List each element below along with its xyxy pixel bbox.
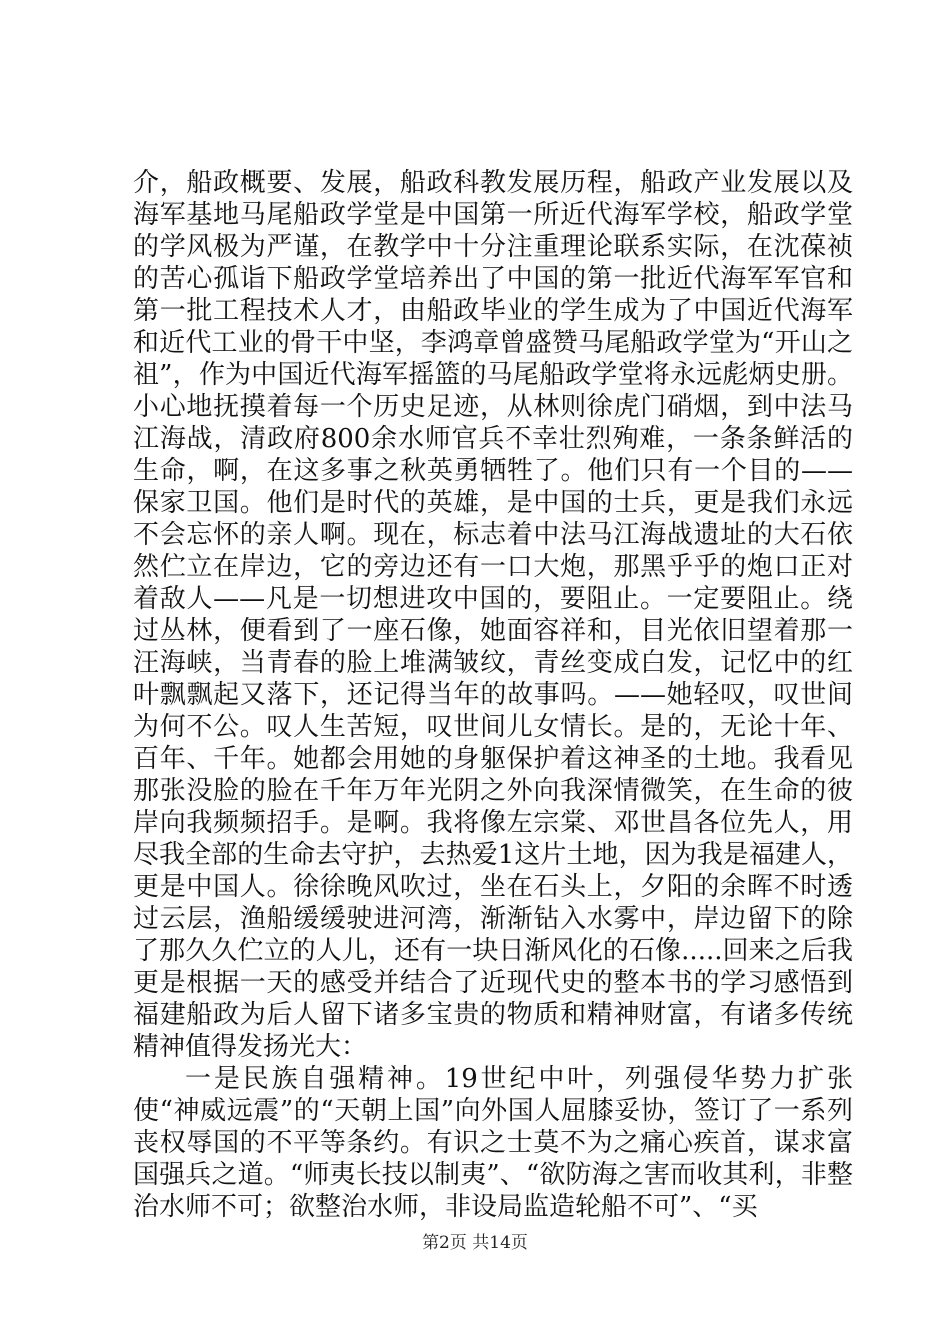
paragraph-1: 介，船政概要、发展，船政科教发展历程，船政产业发展以及海军基地马尾船政学堂是中国第一所近代海军学校，船政学堂的学风极为严谨，在教学中十分注重理论联系实际，在沈葆祯的苦心孤诣下船政学堂培养出了中国的第一批近代海军军官和第一批工程技术人才，由船政毕业的学生成为了中国近代海军和近代工业的骨干中坚，李鸿章曾盛赞马尾船政学堂为“开山之祖”，作为中国近代海军摇篮的马尾船政学堂将永远彪炳史册。小心地抚摸着每一个历史足迹，从林则徐虎门硝烟，到中法马江海战，清政府800余水师官兵不幸壮烈殉难，一条条鲜活的生命，啊，在这多事之秋英勇牺牲了。他们只有一个目的——保家卫国。他们是时代的英雄，是中国的士兵，更是我们永远不会忘怀的亲人啊。现在，标志着中法马江海战遗址的大石依然伫立在岸边，它的旁边还有一口大炮，那黑乎乎的炮口正对着敌人——凡是一切想进攻中国的，要阻止。一定要阻止。绕过丛林，便看到了一座石像，她面容祥和，目光依旧望着那一汪海峡，当青春的脸上堆满皱纹，青丝变成白发，记忆中的红叶飘飘起又落下，还记得当年的故事吗。——她轻叹，叹世间为何不公。叹人生苦短，叹世间儿女情长。是的，无论十年、百年、千年。她都会用她的身躯保护着这神圣的土地。我看见那张没脸的脸在千年万年光阴之外向我深情微笑，在生命的彼岸向我频频招手。是啊。我将像左宗棠、邓世昌各位先人，用尽我全部的生命去守护，去热爱1这片土地，因为我是福建人，更是中国人。徐徐晚风吹过，坐在石头上，夕阳的余晖不时透过云层，渔船缓缓驶进河湾，渐渐钻入水雾中，岸边留下的除了那久久伫立的人儿，还有一块日渐风化的石像.....回来之后我更是根据一天的感受并结合了近现代史的整本书的学习感悟到福建船政为后人留下诸多宝贵的物质和精神财富，有诸多传统精神值得发扬光大： — [133, 168, 853, 1062]
page-footer: 第2页 共14页 — [422, 1233, 528, 1253]
body-text — [133, 167, 853, 1223]
paragraph-2: 一是民族自强精神。19世纪中叶，列强侵华势力扩张使“神威远震”的“天朝上国”向外国人屈膝妥协，签订了一系列丧权辱国的不平等条约。有识之士莫不为之痛心疾首，谋求富国强兵之道。“师夷长技以制夷”、“欲防海之害而收其利，非整治水师不可；欲整治水师，非设局监造轮船不可”、“买 — [133, 1064, 853, 1222]
